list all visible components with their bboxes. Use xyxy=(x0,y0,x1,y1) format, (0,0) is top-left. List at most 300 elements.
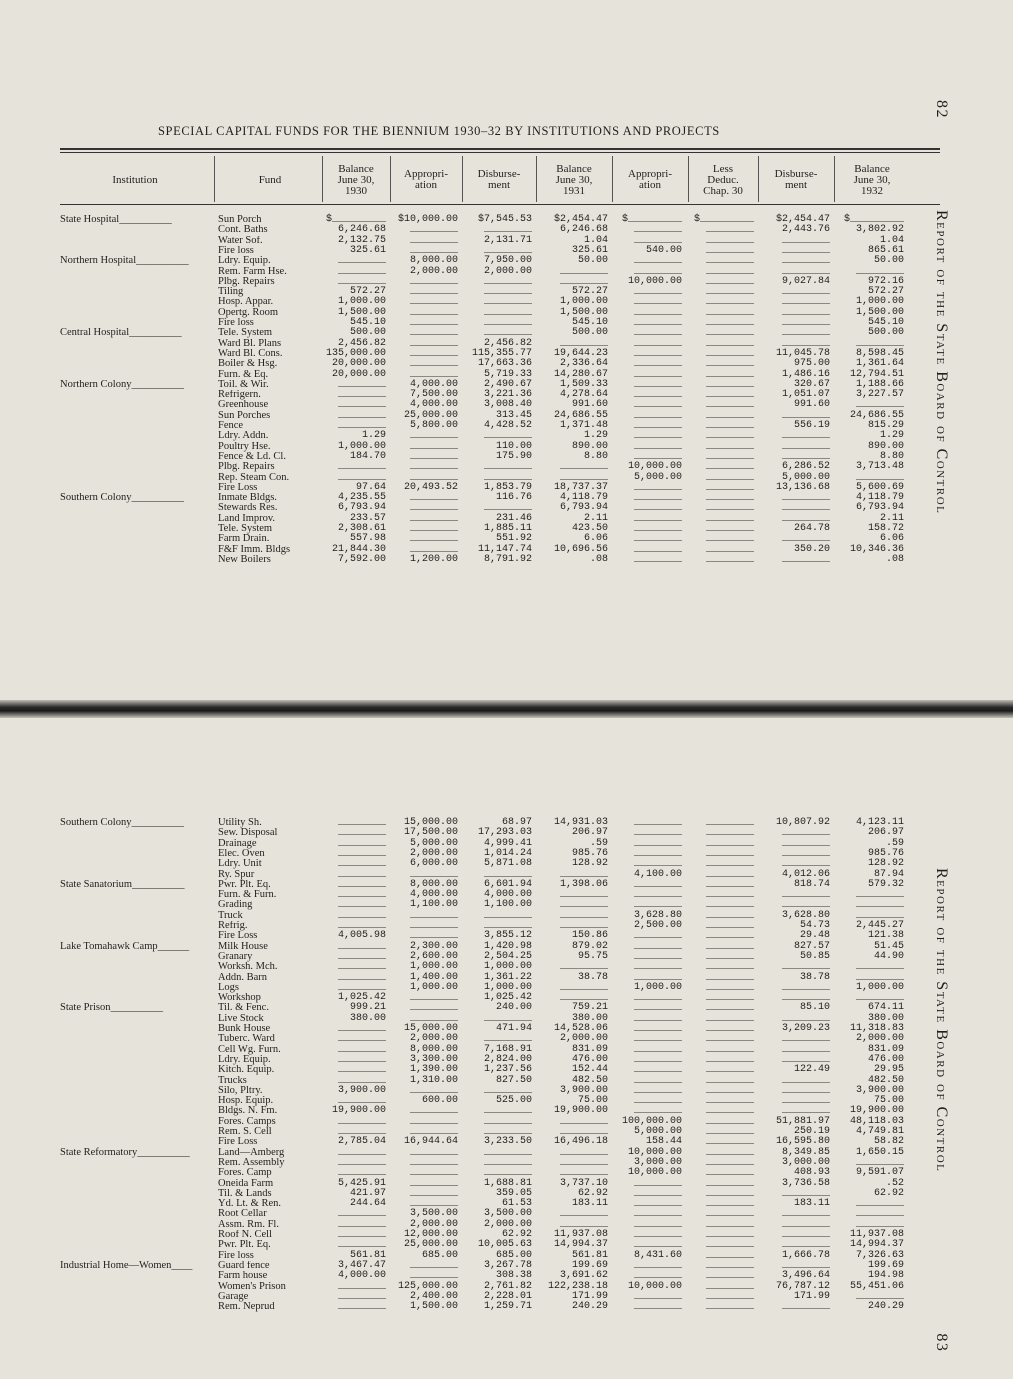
cell-disbursement-1: ________ xyxy=(483,909,532,921)
cell-disbursement-1: 471.94 xyxy=(495,1023,532,1034)
cell-less-deduction: ________ xyxy=(705,533,754,545)
cell-appropriation-2: ________ xyxy=(633,234,682,246)
cell-less-deduction: ________ xyxy=(705,1167,754,1179)
header-column-divider xyxy=(214,156,215,202)
cell-institution: State Prison__________ xyxy=(60,1002,163,1014)
cell-balance-1930: ________ xyxy=(337,1218,386,1230)
cell-balance-1931: 991.60 xyxy=(571,399,608,411)
cell-less-deduction: ________ xyxy=(705,1259,754,1271)
cell-disbursement-2: ________ xyxy=(781,409,830,421)
cell-less-deduction: ________ xyxy=(705,296,754,308)
cell-institution: Southern Colony__________ xyxy=(60,817,184,828)
cell-disbursement-1: ________ xyxy=(483,1126,532,1137)
cell-balance-1932: 1.29 xyxy=(879,430,904,442)
cell-fund: Fire loss xyxy=(218,318,254,328)
cell-disbursement-1: 525.00 xyxy=(495,1095,532,1107)
cell-fund: Tuberc. Ward xyxy=(218,1034,275,1045)
cell-balance-1930: ________ xyxy=(337,1301,386,1313)
cell-appropriation-2: ________ xyxy=(633,961,682,973)
cell-disbursement-2: 122.49 xyxy=(793,1064,830,1076)
cell-appropriation-2: 10,000.00 xyxy=(627,1280,682,1292)
cell-balance-1931: ________ xyxy=(559,275,608,287)
cell-balance-1931: 985.76 xyxy=(571,847,608,859)
cell-fund: Granary xyxy=(218,951,253,962)
cell-institution: State Sanatorium__________ xyxy=(60,878,185,890)
cell-balance-1932: ________ xyxy=(855,889,904,901)
cell-disbursement-1: ________ xyxy=(483,244,532,256)
cell-fund: Kitch. Equip. xyxy=(218,1065,275,1076)
cell-appropriation-1: 5,800.00 xyxy=(409,420,458,431)
cell-fund: Fire Loss xyxy=(218,1137,258,1148)
cell-disbursement-2: ________ xyxy=(781,1033,830,1045)
table-row xyxy=(0,462,1013,472)
cell-fund: Fire Loss xyxy=(218,931,258,942)
cell-balance-1931: 152.44 xyxy=(571,1064,608,1076)
cell-appropriation-1: ________ xyxy=(409,930,458,942)
cell-institution: Central Hospital__________ xyxy=(60,327,182,339)
cell-balance-1930: 21,844.30 xyxy=(331,543,386,555)
cell-appropriation-2: ________ xyxy=(633,971,682,983)
cell-balance-1932: 2,445.27 xyxy=(855,920,904,931)
cell-disbursement-2: 991.60 xyxy=(793,399,830,411)
table-row xyxy=(0,359,1013,369)
cell-fund: Bunk House xyxy=(218,1024,271,1034)
cell-appropriation-1: 2,000.00 xyxy=(409,847,458,859)
cell-balance-1931: 11,937.08 xyxy=(553,1229,608,1240)
cell-less-deduction: ________ xyxy=(705,971,754,983)
cell-disbursement-2: 3,209.23 xyxy=(781,1023,830,1034)
cell-disbursement-1: 68.97 xyxy=(501,817,532,828)
cell-balance-1930: ________ xyxy=(337,920,386,931)
cell-less-deduction: ________ xyxy=(705,286,754,298)
cell-disbursement-1: 3,233.50 xyxy=(483,1136,532,1148)
cell-balance-1930: ________ xyxy=(337,420,386,431)
cell-disbursement-2: 975.00 xyxy=(793,358,830,370)
cell-appropriation-2: ________ xyxy=(633,950,682,962)
cell-less-deduction: ________ xyxy=(705,981,754,993)
cell-less-deduction: ________ xyxy=(705,234,754,246)
cell-balance-1932: 3,900.00 xyxy=(855,1084,904,1096)
header-column-divider xyxy=(688,156,689,202)
cell-appropriation-1: ________ xyxy=(409,358,458,370)
cell-disbursement-1: 2,000.00 xyxy=(483,1218,532,1230)
cell-balance-1930: ________ xyxy=(337,1115,386,1127)
cell-appropriation-2: 1,000.00 xyxy=(633,981,682,993)
cell-disbursement-2: ________ xyxy=(781,296,830,308)
cell-appropriation-1: ________ xyxy=(409,234,458,246)
cell-appropriation-1: ________ xyxy=(409,296,458,308)
cell-disbursement-1: ________ xyxy=(483,1012,532,1024)
cell-less-deduction: ________ xyxy=(705,1156,754,1168)
cell-balance-1932: 62.92 xyxy=(873,1187,904,1199)
cell-disbursement-2: ________ xyxy=(781,512,830,524)
cell-less-deduction: ________ xyxy=(705,265,754,277)
cell-less-deduction: ________ xyxy=(705,409,754,421)
cell-less-deduction: ________ xyxy=(705,909,754,921)
cell-disbursement-2: ________ xyxy=(781,1187,830,1199)
cell-disbursement-2: ________ xyxy=(781,265,830,277)
cell-appropriation-2: ________ xyxy=(633,543,682,555)
cell-appropriation-2: ________ xyxy=(633,553,682,565)
cell-appropriation-1: ________ xyxy=(409,327,458,339)
header-column-divider xyxy=(390,156,391,202)
cell-appropriation-2: 3,000.00 xyxy=(633,1156,682,1168)
header-rule-bottom xyxy=(60,204,940,205)
cell-appropriation-1: 2,000.00 xyxy=(409,265,458,277)
page-number: 83 xyxy=(933,1333,950,1353)
cell-appropriation-1: 8,000.00 xyxy=(409,1043,458,1055)
cell-disbursement-1: ________ xyxy=(483,1167,532,1179)
cell-appropriation-2: 158.44 xyxy=(645,1136,682,1148)
cell-appropriation-2: ________ xyxy=(633,1229,682,1240)
cell-disbursement-1: 685.00 xyxy=(495,1249,532,1261)
cell-disbursement-1: ________ xyxy=(483,430,532,442)
cell-appropriation-2: ________ xyxy=(633,858,682,870)
cell-balance-1931: 3,737.10 xyxy=(559,1177,608,1189)
cell-balance-1931: 3,900.00 xyxy=(559,1084,608,1096)
header-column-divider xyxy=(462,156,463,202)
cell-fund: Ward Bl. Plans xyxy=(218,338,282,349)
cell-disbursement-2: 2,443.76 xyxy=(781,224,830,236)
cell-appropriation-1: 1,200.00 xyxy=(409,553,458,565)
cell-balance-1932: 1,650.15 xyxy=(855,1146,904,1158)
cell-appropriation-1: 125,000.00 xyxy=(397,1280,458,1292)
cell-appropriation-2: 540.00 xyxy=(645,244,682,256)
cell-appropriation-1: 6,000.00 xyxy=(409,858,458,870)
cell-disbursement-1: 5,871.08 xyxy=(483,858,532,870)
cell-appropriation-1: 4,000.00 xyxy=(409,889,458,901)
cell-less-deduction: ________ xyxy=(705,1218,754,1230)
cell-disbursement-1: ________ xyxy=(483,920,532,931)
cell-disbursement-1: ________ xyxy=(483,1033,532,1045)
cell-appropriation-1: ________ xyxy=(409,1105,458,1117)
cell-disbursement-1: 359.05 xyxy=(495,1187,532,1199)
cell-balance-1930: 1,000.00 xyxy=(337,440,386,452)
cell-fund: Furn. & Furn. xyxy=(218,890,277,901)
cell-balance-1930: ________ xyxy=(337,889,386,901)
cell-fund: Assm. Rm. Fl. xyxy=(218,1219,279,1230)
cell-disbursement-1: ________ xyxy=(483,275,532,287)
cell-appropriation-1: ________ xyxy=(409,1146,458,1158)
cell-fund: Bldgs. N. Fm. xyxy=(218,1106,278,1117)
cell-disbursement-2: 76,787.12 xyxy=(775,1280,830,1292)
cell-less-deduction: ________ xyxy=(705,961,754,973)
cell-fund: Plbg. Repairs xyxy=(218,276,275,287)
cell-balance-1932: 985.76 xyxy=(867,847,904,859)
cell-balance-1930: 2,308.61 xyxy=(337,523,386,534)
cell-appropriation-2: ________ xyxy=(633,492,682,504)
cell-appropriation-1: ________ xyxy=(409,275,458,287)
cell-balance-1932: 29.95 xyxy=(873,1064,904,1076)
cell-appropriation-2: 2,500.00 xyxy=(633,920,682,931)
cell-appropriation-1: 25,000.00 xyxy=(403,409,458,421)
cell-appropriation-2: ________ xyxy=(633,1084,682,1096)
cell-balance-1932: 500.00 xyxy=(867,327,904,339)
cell-disbursement-2: 11,045.78 xyxy=(775,347,830,359)
cell-less-deduction: ________ xyxy=(705,920,754,931)
cell-balance-1932: .08 xyxy=(885,553,904,565)
cell-fund: Fire loss xyxy=(218,245,254,256)
cell-appropriation-1: 15,000.00 xyxy=(403,1023,458,1034)
cell-balance-1930: ________ xyxy=(337,1043,386,1055)
cell-less-deduction: ________ xyxy=(705,1126,754,1137)
cell-balance-1930: 19,900.00 xyxy=(331,1105,386,1117)
cell-disbursement-2: ________ xyxy=(781,899,830,911)
cell-appropriation-2: ________ xyxy=(633,1239,682,1251)
cell-fund: Grading xyxy=(218,900,253,911)
cell-balance-1932: 11,937.08 xyxy=(849,1229,904,1240)
cell-balance-1931: 50.00 xyxy=(577,255,608,267)
cell-appropriation-1: ________ xyxy=(409,286,458,298)
cell-disbursement-2: 183.11 xyxy=(793,1198,830,1210)
cell-less-deduction: ________ xyxy=(705,1053,754,1065)
cell-disbursement-2: ________ xyxy=(781,533,830,545)
cell-disbursement-1: ________ xyxy=(483,296,532,308)
cell-appropriation-2: ________ xyxy=(633,512,682,524)
cell-balance-1931: ________ xyxy=(559,1156,608,1168)
cell-fund: F&F Imm. Bldgs xyxy=(218,544,291,555)
cell-less-deduction: ________ xyxy=(705,1239,754,1251)
cell-balance-1932: 24,686.55 xyxy=(849,409,904,421)
cell-fund: Guard fence xyxy=(218,1260,270,1271)
cell-fund: Tele. System xyxy=(218,328,273,339)
cell-appropriation-1: 2,000.00 xyxy=(409,1033,458,1045)
cell-balance-1931: 8.80 xyxy=(583,450,608,462)
table-row xyxy=(0,962,1013,972)
cell-balance-1930: 545.10 xyxy=(349,317,386,328)
cell-appropriation-2: ________ xyxy=(633,440,682,452)
cell-appropriation-2: ________ xyxy=(633,1187,682,1199)
cell-appropriation-1: ________ xyxy=(409,533,458,545)
cell-balance-1932: 380.00 xyxy=(867,1012,904,1024)
cell-disbursement-2: ________ xyxy=(781,450,830,462)
cell-appropriation-2: ________ xyxy=(633,1208,682,1220)
cell-appropriation-2: ________ xyxy=(633,889,682,901)
cell-balance-1930: 244.64 xyxy=(349,1198,386,1210)
cell-fund: Workshop xyxy=(218,993,261,1004)
cell-less-deduction: $_________ xyxy=(693,214,754,225)
cell-less-deduction: ________ xyxy=(705,1064,754,1076)
cell-balance-1930: 557.98 xyxy=(349,533,386,545)
cell-less-deduction: ________ xyxy=(705,1270,754,1282)
cell-less-deduction: ________ xyxy=(705,553,754,565)
cell-appropriation-1: ________ xyxy=(409,337,458,349)
cell-balance-1931: 423.50 xyxy=(571,523,608,534)
cell-less-deduction: ________ xyxy=(705,930,754,942)
cell-fund: Cell Wg. Furn. xyxy=(218,1044,281,1055)
cell-disbursement-2: ________ xyxy=(781,317,830,328)
header-column-divider xyxy=(612,156,613,202)
cell-less-deduction: ________ xyxy=(705,275,754,287)
cell-appropriation-2: ________ xyxy=(633,992,682,1004)
cell-appropriation-1: 685.00 xyxy=(421,1249,458,1261)
cell-balance-1931: 1,000.00 xyxy=(559,296,608,308)
cell-appropriation-2: ________ xyxy=(633,1033,682,1045)
cell-balance-1932: ________ xyxy=(855,337,904,349)
cell-appropriation-1: ________ xyxy=(409,1187,458,1199)
cell-appropriation-1: ________ xyxy=(409,1126,458,1137)
cell-less-deduction: ________ xyxy=(705,889,754,901)
cell-less-deduction: ________ xyxy=(705,255,754,267)
cell-balance-1932: 240.29 xyxy=(867,1301,904,1313)
cell-institution: State Hospital__________ xyxy=(60,214,172,225)
cell-appropriation-1: ________ xyxy=(409,1084,458,1096)
cell-balance-1930: 5,425.91 xyxy=(337,1177,386,1189)
cell-balance-1930: 4,005.98 xyxy=(337,930,386,942)
cell-balance-1931: ________ xyxy=(559,1167,608,1179)
running-head-text: Report of the State Board of Control xyxy=(933,210,950,515)
cell-balance-1932: 1,000.00 xyxy=(855,981,904,993)
cell-disbursement-2: 9,027.84 xyxy=(781,275,830,287)
cell-appropriation-2: ________ xyxy=(633,358,682,370)
cell-balance-1932: ________ xyxy=(855,992,904,1004)
cell-disbursement-2: ________ xyxy=(781,286,830,298)
cell-less-deduction: ________ xyxy=(705,827,754,839)
cell-disbursement-1: 11,147.74 xyxy=(477,543,532,555)
cell-balance-1932: 6,793.94 xyxy=(855,502,904,514)
cell-appropriation-2: ________ xyxy=(633,347,682,359)
page-83 xyxy=(0,718,1013,1379)
cell-appropriation-2: 4,100.00 xyxy=(633,868,682,880)
cell-balance-1931: ________ xyxy=(559,981,608,993)
cell-balance-1930: ________ xyxy=(337,1167,386,1179)
cell-balance-1930: ________ xyxy=(337,471,386,483)
cell-fund: Inmate Bldgs. xyxy=(218,493,277,504)
cell-disbursement-1: 2,131.71 xyxy=(483,234,532,246)
cell-balance-1931: 545.10 xyxy=(571,317,608,328)
cell-balance-1930: ________ xyxy=(337,1290,386,1302)
cell-balance-1930: 561.81 xyxy=(349,1249,386,1261)
cell-disbursement-1: 2,228.01 xyxy=(483,1290,532,1302)
cell-appropriation-1: 17,500.00 xyxy=(403,827,458,839)
cell-appropriation-1: ________ xyxy=(409,450,458,462)
cell-disbursement-2: 50.85 xyxy=(799,950,830,962)
cell-balance-1930: 500.00 xyxy=(349,327,386,339)
cell-institution: Northern Hospital__________ xyxy=(60,255,189,267)
cell-appropriation-1: ________ xyxy=(409,992,458,1004)
cell-appropriation-2: ________ xyxy=(633,1198,682,1210)
cell-balance-1932: 19,900.00 xyxy=(849,1105,904,1117)
cell-disbursement-2: ________ xyxy=(781,981,830,993)
cell-fund: Garage xyxy=(218,1291,249,1302)
cell-fund: Milk House xyxy=(218,941,268,952)
cell-balance-1930: ________ xyxy=(337,878,386,890)
cell-fund: Hosp. Appar. xyxy=(218,297,274,308)
cell-appropriation-2: ________ xyxy=(633,502,682,514)
cell-appropriation-2: ________ xyxy=(633,368,682,380)
cell-appropriation-1: ________ xyxy=(409,317,458,328)
cell-appropriation-1: 7,500.00 xyxy=(409,389,458,401)
header-column-divider xyxy=(322,156,323,202)
cell-fund: Farm Drain. xyxy=(218,534,270,545)
cell-appropriation-1: 1,100.00 xyxy=(409,899,458,911)
cell-fund: Greenhouse xyxy=(218,400,269,411)
cell-balance-1930: 4,000.00 xyxy=(337,1270,386,1282)
cell-appropriation-2: ________ xyxy=(633,1105,682,1117)
cell-disbursement-1: ________ xyxy=(483,471,532,483)
cell-disbursement-2: 51,881.97 xyxy=(775,1115,830,1127)
cell-disbursement-2: ________ xyxy=(781,430,830,442)
cell-disbursement-1: 1,688.81 xyxy=(483,1177,532,1189)
cell-fund: Ldry. Equip. xyxy=(218,256,271,267)
header-balance-1931: Balance June 30, 1931 xyxy=(555,162,593,197)
cell-disbursement-2: 13,136.68 xyxy=(775,481,830,493)
cell-balance-1931: ________ xyxy=(559,337,608,349)
cell-appropriation-2: ________ xyxy=(633,327,682,339)
cell-disbursement-2: ________ xyxy=(781,1105,830,1117)
cell-balance-1930: 1,500.00 xyxy=(337,306,386,318)
cell-balance-1931: 14,994.37 xyxy=(553,1239,608,1251)
cell-appropriation-2: 10,000.00 xyxy=(627,275,682,287)
cell-balance-1930: ________ xyxy=(337,1146,386,1158)
cell-balance-1931: ________ xyxy=(559,868,608,880)
cell-balance-1932: 572.27 xyxy=(867,286,904,298)
cell-fund: Ldry. Equip. xyxy=(218,1054,271,1065)
cell-fund: Plbg. Repairs xyxy=(218,462,275,473)
cell-balance-1930: 1,000.00 xyxy=(337,296,386,308)
cell-disbursement-1: 1,885.11 xyxy=(483,523,532,534)
cell-balance-1932: 128.92 xyxy=(867,858,904,870)
cell-balance-1931: ________ xyxy=(559,992,608,1004)
cell-appropriation-1: 12,000.00 xyxy=(403,1229,458,1240)
cell-fund: Hosp. Equip. xyxy=(218,1096,274,1107)
cell-balance-1932: 48,118.03 xyxy=(849,1115,904,1127)
cell-fund: Sun Porch xyxy=(218,215,262,225)
table-row xyxy=(0,1271,1013,1281)
cell-less-deduction: ________ xyxy=(705,244,754,256)
cell-balance-1932: 9,591.07 xyxy=(855,1167,904,1179)
cell-appropriation-1: 2,600.00 xyxy=(409,950,458,962)
cell-disbursement-2: ________ xyxy=(781,1301,830,1313)
cell-balance-1932: 10,346.36 xyxy=(849,543,904,555)
cell-appropriation-1: ________ xyxy=(409,868,458,880)
running-head-text: Report of the State Board of Control xyxy=(933,868,950,1173)
cell-appropriation-1: 25,000.00 xyxy=(403,1239,458,1251)
cell-balance-1930: 999.21 xyxy=(349,1002,386,1014)
cell-balance-1932: 44.90 xyxy=(873,950,904,962)
cell-appropriation-1: ________ xyxy=(409,244,458,256)
cell-disbursement-1: 5,719.33 xyxy=(483,368,532,380)
cell-balance-1931: 18,737.37 xyxy=(553,481,608,493)
cell-balance-1932: 7,326.63 xyxy=(855,1249,904,1261)
cell-balance-1931: ________ xyxy=(559,1218,608,1230)
cell-appropriation-2: ________ xyxy=(633,378,682,390)
cell-balance-1930: ________ xyxy=(337,389,386,401)
cell-balance-1930: 135,000.00 xyxy=(326,347,387,359)
cell-balance-1931: ________ xyxy=(559,909,608,921)
cell-disbursement-2: ________ xyxy=(781,1259,830,1271)
cell-balance-1930: 233.57 xyxy=(349,512,386,524)
cell-balance-1930: ________ xyxy=(337,1208,386,1220)
cell-balance-1931: ________ xyxy=(559,889,608,901)
cell-fund: Rem. Assembly xyxy=(218,1157,285,1168)
cell-less-deduction: ________ xyxy=(705,337,754,349)
cell-appropriation-2: ________ xyxy=(633,1259,682,1271)
cell-appropriation-1: 5,000.00 xyxy=(409,837,458,849)
cell-balance-1932: ________ xyxy=(855,1290,904,1302)
cell-appropriation-2: ________ xyxy=(633,940,682,952)
cell-appropriation-2: 5,000.00 xyxy=(633,1126,682,1137)
cell-disbursement-2: ________ xyxy=(781,1208,830,1220)
cell-fund: Live Stock xyxy=(218,1013,264,1024)
cell-balance-1931: 6.06 xyxy=(583,533,608,545)
cell-balance-1930: ________ xyxy=(337,858,386,870)
cell-less-deduction: ________ xyxy=(705,389,754,401)
cell-fund: Ry. Spur xyxy=(218,869,255,880)
cell-disbursement-1: 2,761.82 xyxy=(483,1280,532,1292)
cell-disbursement-1: 10,005.63 xyxy=(477,1239,532,1251)
cell-balance-1932: 2.11 xyxy=(879,512,904,524)
